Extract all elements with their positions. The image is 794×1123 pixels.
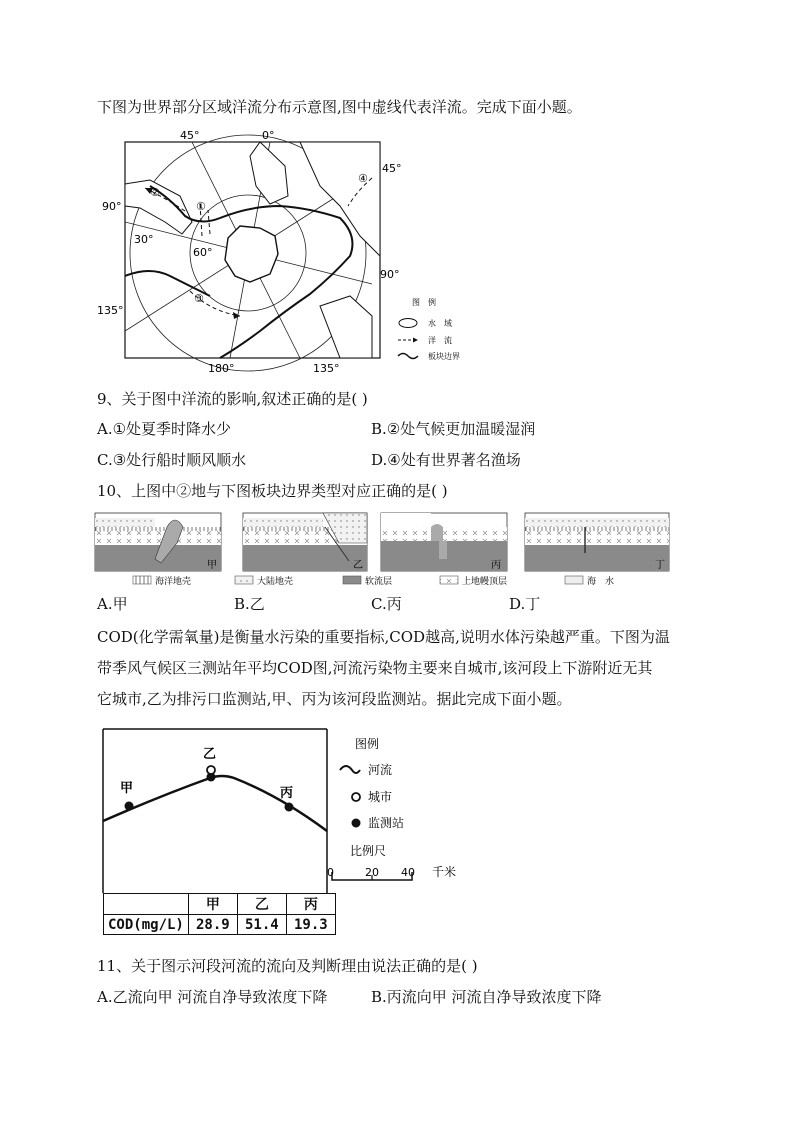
river-label-bing: 丙	[280, 786, 294, 801]
legend-upper-mantle: 上地幔顶层	[462, 577, 508, 587]
map1-marker-1: ①	[196, 200, 206, 213]
cod-header-bing: 丙	[286, 894, 335, 915]
q9-stem: 9、关于图中洋流的影响,叙述正确的是( )	[97, 390, 368, 408]
q10-option-c[interactable]: C.丙	[371, 595, 402, 613]
river-label-yi: 乙	[203, 747, 217, 762]
diagram-jia	[95, 513, 221, 571]
river-legend-icon	[340, 766, 360, 773]
map1-label-90-right: 90°	[380, 268, 400, 281]
station-jia	[125, 802, 134, 811]
city-yi	[207, 766, 215, 774]
q10-option-d[interactable]: D.丁	[509, 595, 541, 613]
map1-label-60: 60°	[193, 246, 213, 259]
q9-option-a[interactable]: A.①处夏季时降水少	[97, 420, 232, 438]
river-label-jia: 甲	[120, 781, 134, 796]
map1-legend-current: 洋 流	[428, 336, 452, 345]
q11-stem: 11、关于图示河段河流的流向及判断理由说法正确的是( )	[97, 957, 478, 975]
map1-label-135-bottom: 135°	[313, 362, 340, 375]
cod-table-header-row	[104, 894, 336, 915]
map1-marker-4: ④	[358, 172, 368, 185]
map1-label-30: 30°	[134, 233, 154, 246]
station-legend-icon	[352, 819, 361, 828]
legend-oceanic-crust: 海洋地壳	[155, 577, 192, 587]
map1-label-180: 180°	[208, 362, 235, 375]
map1-legend-boundary: 板块边界	[428, 352, 460, 361]
q11-option-b[interactable]: B.丙流向甲 河流自净导致浓度下降	[371, 988, 602, 1006]
scale-title: 比例尺	[350, 844, 387, 858]
map1-legend-water: 水 域	[428, 319, 452, 328]
intro-text-2-line3: 它城市,乙为排污口监测站,甲、丙为该河段监测站。据此完成下面小题。	[97, 690, 572, 708]
cod-table	[103, 893, 336, 935]
intro-text-1: 下图为世界部分区域洋流分布示意图,图中虚线代表洋流。完成下面小题。	[97, 98, 582, 116]
scale-40: 40	[401, 866, 415, 879]
continental-crust-legend-icon	[235, 576, 253, 584]
diagram-bing	[381, 513, 507, 571]
water-legend-icon	[399, 319, 417, 328]
river-cod-map	[100, 726, 470, 894]
map1-label-90-left: 90°	[102, 200, 122, 213]
legend-asthenosphere: 软流层	[365, 577, 393, 587]
diagram-ding	[525, 513, 669, 571]
q10-option-b[interactable]: B.乙	[234, 595, 265, 613]
intro-text-2-line1: COD(化学需氧量)是衡量水污染的重要指标,COD越高,说明水体污染越严重。下图为温	[97, 628, 670, 646]
river-line	[103, 776, 327, 831]
diagram-label-yi: 乙	[353, 560, 363, 571]
seawater-legend-icon	[565, 576, 583, 584]
q9-option-d[interactable]: D.④处有世界著名渔场	[371, 451, 521, 469]
cod-value-bing: 19.3	[286, 915, 335, 935]
map1-legend-title: 图 例	[412, 298, 436, 307]
asthenosphere-legend-icon	[343, 576, 361, 584]
cod-value-yi: 51.4	[237, 915, 286, 935]
cod-table-value-row	[104, 915, 336, 935]
legend-seawater: 海 水	[587, 577, 615, 587]
q9-option-b[interactable]: B.②处气候更加温暖湿润	[371, 420, 536, 438]
cod-table-corner	[104, 894, 189, 915]
scale-20: 20	[365, 866, 379, 879]
upper-mantle-legend-icon	[440, 576, 458, 584]
map1-label-45-right: 45°	[382, 162, 402, 175]
scale-0: 0	[327, 866, 334, 879]
map1-label-0: 0°	[262, 129, 275, 142]
cod-row-label: COD(mg/L)	[104, 915, 189, 935]
map1-label-45-top: 45°	[180, 129, 200, 142]
map1-label-135-left: 135°	[97, 304, 124, 317]
legend-continental-crust: 大陆地壳	[257, 577, 294, 587]
diagram-label-bing: 丙	[491, 560, 501, 571]
diagram-label-ding: 丁	[655, 560, 665, 571]
river-legend-city: 城市	[368, 790, 393, 804]
map1-marker-2: ②	[150, 186, 160, 199]
station-bing	[285, 803, 294, 812]
river-legend-river: 河流	[368, 763, 393, 777]
river-legend-title: 图例	[355, 737, 380, 751]
diagram-yi	[243, 513, 367, 571]
q10-stem: 10、上图中②地与下图板块边界类型对应正确的是( )	[97, 482, 448, 500]
cod-header-jia: 甲	[188, 894, 237, 915]
ocean-current-map	[97, 126, 490, 375]
cod-value-jia: 28.9	[188, 915, 237, 935]
plate-boundary-diagrams	[95, 513, 675, 589]
q9-option-c[interactable]: C.③处行船时顺风顺水	[97, 451, 247, 469]
oceanic-crust-legend-icon	[133, 576, 151, 584]
map1-marker-3: ③	[194, 292, 204, 305]
city-legend-icon	[352, 793, 360, 801]
river-legend-station: 监测站	[368, 816, 405, 830]
diagram-label-jia: 甲	[207, 560, 217, 571]
q11-option-a[interactable]: A.乙流向甲 河流自净导致浓度下降	[97, 988, 328, 1006]
scale-unit: 千米	[432, 865, 457, 879]
cod-header-yi: 乙	[237, 894, 286, 915]
intro-text-2-line2: 带季风气候区三测站年平均COD图,河流污染物主要来自城市,该河段上下游附近无其	[97, 659, 653, 677]
boundary-legend-icon	[398, 354, 418, 359]
q10-option-a[interactable]: A.甲	[97, 595, 128, 613]
